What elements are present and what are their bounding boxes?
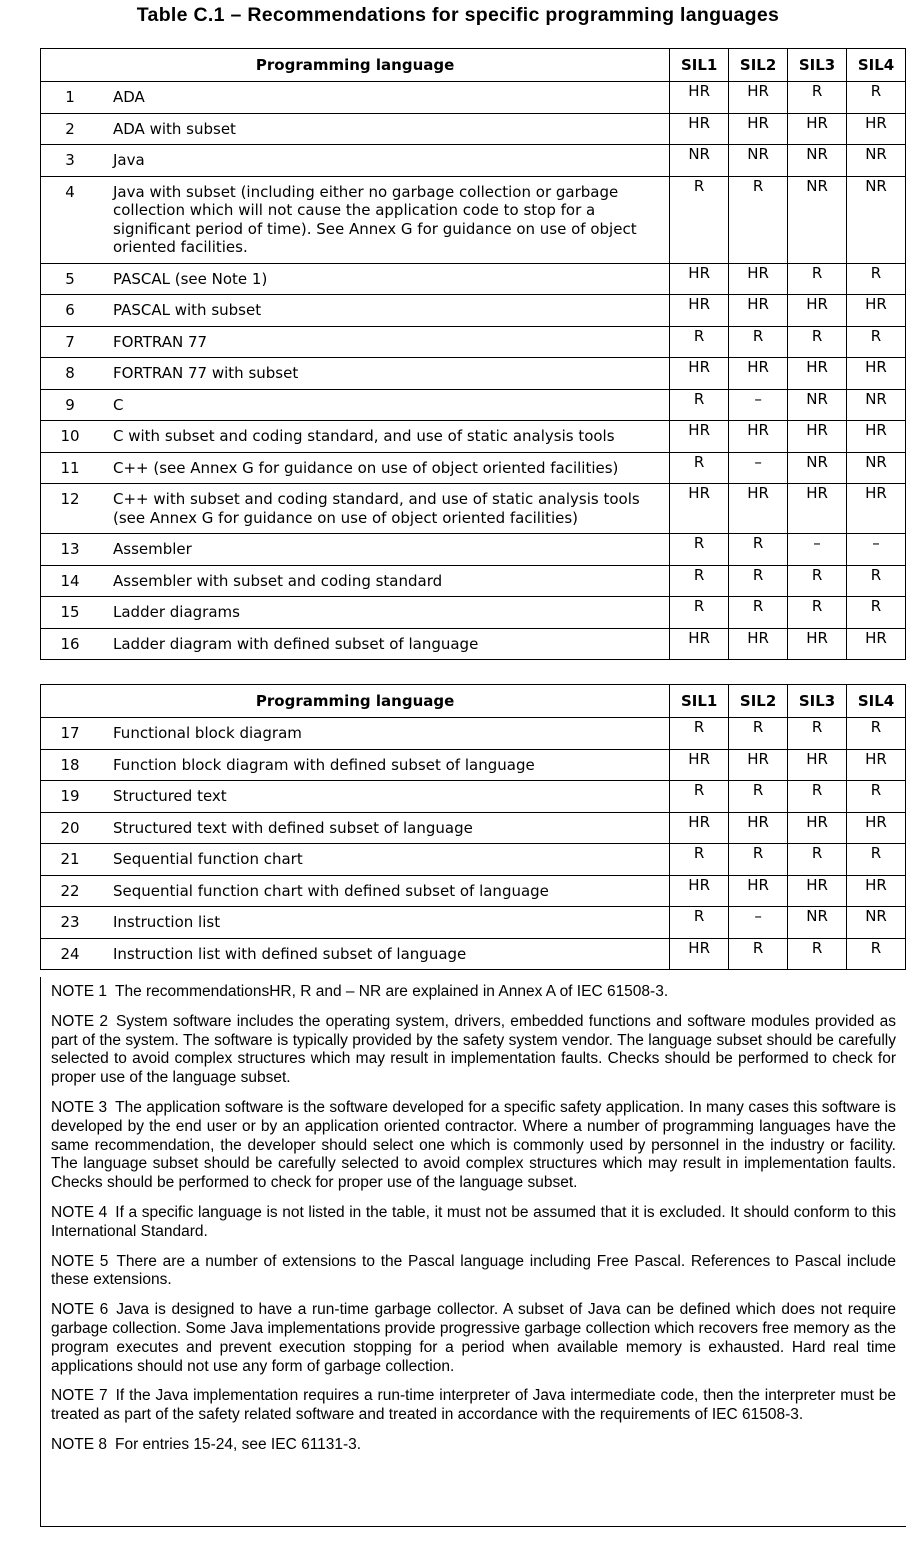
language-name: Functional block diagram — [113, 724, 302, 742]
language-cell — [41, 176, 670, 263]
sil2-rating: HR — [729, 484, 788, 534]
sil1-rating: R — [670, 907, 729, 939]
row-number: 24 — [60, 944, 80, 963]
table-row — [41, 295, 906, 327]
table-row — [41, 812, 906, 844]
row-number: 11 — [60, 458, 80, 477]
language-name: Ladder diagram with defined subset of language — [113, 634, 479, 653]
sil2-rating: HR — [729, 749, 788, 781]
sil2-rating: – — [729, 389, 788, 421]
sil3-rating: HR — [788, 749, 847, 781]
table-row — [41, 875, 906, 907]
sil4-rating: R — [847, 844, 906, 876]
sil1-rating: HR — [670, 421, 729, 453]
sil4-rating: HR — [847, 113, 906, 145]
language-cell — [41, 875, 670, 907]
sil1-rating: R — [670, 176, 729, 263]
table-row — [41, 452, 906, 484]
sil3-rating: HR — [788, 812, 847, 844]
row-number: 16 — [60, 634, 80, 653]
sil3-rating: HR — [788, 113, 847, 145]
language-name: FORTRAN 77 with subset — [113, 364, 299, 382]
language-cell — [41, 565, 670, 597]
sil4-rating: R — [847, 597, 906, 629]
table-row — [41, 421, 906, 453]
sil2-rating: HR — [729, 421, 788, 453]
sil1-rating: R — [670, 452, 729, 484]
header-programming-language: Programming language — [41, 49, 670, 82]
sil2-rating: HR — [729, 358, 788, 390]
sil2-rating: R — [729, 176, 788, 263]
language-name: Assembler with subset and coding standard — [113, 571, 443, 590]
sil1-rating: R — [670, 781, 729, 813]
table-row — [41, 534, 906, 566]
note-paragraph — [51, 1013, 896, 1088]
sil4-rating: NR — [847, 452, 906, 484]
note-paragraph — [51, 1253, 896, 1291]
table-row — [41, 907, 906, 939]
sil4-rating: R — [847, 82, 906, 114]
sil1-rating: HR — [670, 484, 729, 534]
language-cell — [41, 781, 670, 813]
header-sil4: SIL4 — [847, 685, 906, 718]
language-cell — [41, 358, 670, 390]
sil3-rating: HR — [788, 628, 847, 660]
sil2-rating: R — [729, 565, 788, 597]
sil1-rating: HR — [670, 628, 729, 660]
sil3-rating: – — [788, 534, 847, 566]
sil4-rating: NR — [847, 176, 906, 263]
sil3-rating: HR — [788, 484, 847, 534]
sil2-rating: – — [729, 452, 788, 484]
language-name: Instruction list with defined subset of language — [113, 944, 467, 963]
language-cell — [41, 389, 670, 421]
row-number: 6 — [65, 301, 75, 319]
row-number: 8 — [65, 364, 75, 382]
language-name: FORTRAN 77 — [113, 332, 208, 351]
table-row — [41, 565, 906, 597]
sil1-rating: R — [670, 565, 729, 597]
sil1-rating: HR — [670, 875, 729, 907]
sil1-rating: HR — [670, 82, 729, 114]
row-number: 10 — [60, 427, 80, 445]
language-cell — [41, 718, 670, 750]
note-text: If a specific language is not listed in the table, it must not be assumed that it is excluded. It should conform to this International Standard. — [51, 1203, 897, 1240]
note-label: NOTE 2 — [51, 1012, 108, 1030]
note-label: NOTE 5 — [51, 1252, 109, 1270]
sil4-rating: R — [847, 781, 906, 813]
sil4-rating: HR — [847, 812, 906, 844]
table-header-row — [41, 685, 906, 718]
header-sil1: SIL1 — [670, 685, 729, 718]
sil1-rating: HR — [670, 749, 729, 781]
recommendations-table-part-1 — [40, 48, 906, 660]
sil3-rating: R — [788, 263, 847, 295]
language-name: C++ (see Annex G for guidance on use of object oriented facilities) — [113, 458, 619, 477]
sil1-rating: R — [670, 326, 729, 358]
table-row — [41, 484, 906, 534]
table-row — [41, 844, 906, 876]
note-text: The application software is the software developed for a specific safety application. In many cases this software is developed by the end user or by an application oriented contractor. Where a number of programming languages have the same recommendation, the developer should select one which is commonly used by personnel in the industry or facility. The language subset should be carefully selected to avoid complex structures which may result in implementation faults. Checks should be performed to check for proper use of the language subset. — [51, 1098, 896, 1192]
table-row — [41, 389, 906, 421]
sil4-rating: NR — [847, 907, 906, 939]
sil1-rating: HR — [670, 812, 729, 844]
sil3-rating: R — [788, 781, 847, 813]
sil3-rating: HR — [788, 875, 847, 907]
sil4-rating: – — [847, 534, 906, 566]
note-paragraph — [51, 1301, 896, 1376]
header-sil1: SIL1 — [670, 49, 729, 82]
table-row — [41, 749, 906, 781]
language-cell — [41, 812, 670, 844]
note-label: NOTE 8 — [51, 1435, 107, 1453]
note-text: System software includes the operating system, drivers, embedded functions and software modules provided as part of the system. The software is typically provided by the safety system vendor. The language subset should be carefully selected to avoid complex structures which may result in implementation faults. Checks should be performed to check for proper use of the language subset. — [51, 1012, 896, 1087]
language-cell — [41, 938, 670, 970]
language-cell — [41, 844, 670, 876]
table-row — [41, 326, 906, 358]
sil1-rating: HR — [670, 358, 729, 390]
language-cell — [41, 597, 670, 629]
sil3-rating: R — [788, 718, 847, 750]
note-paragraph — [51, 1099, 896, 1193]
row-number: 14 — [60, 571, 80, 590]
sil2-rating: R — [729, 718, 788, 750]
language-name: C++ with subset and coding standard, and use of static analysis tools (see Annex G for guidance on use of object oriented facilities) — [113, 490, 640, 527]
note-paragraph — [51, 1387, 896, 1425]
sil3-rating: NR — [788, 452, 847, 484]
sil3-rating: NR — [788, 145, 847, 177]
row-number: 21 — [60, 850, 80, 868]
header-sil4: SIL4 — [847, 49, 906, 82]
sil2-rating: HR — [729, 295, 788, 327]
note-text: The recommendationsHR, R and – NR are explained in Annex A of IEC 61508-3. — [114, 983, 669, 1000]
sil2-rating: HR — [729, 82, 788, 114]
language-cell — [41, 82, 670, 114]
language-cell — [41, 628, 670, 660]
language-cell — [41, 907, 670, 939]
language-cell — [41, 263, 670, 295]
header-sil3: SIL3 — [788, 49, 847, 82]
header-programming-language: Programming language — [41, 685, 670, 718]
sil3-rating: NR — [788, 907, 847, 939]
row-number: 3 — [65, 151, 75, 169]
sil2-rating: HR — [729, 875, 788, 907]
row-number: 4 — [65, 182, 75, 201]
row-number: 23 — [60, 913, 80, 931]
sil3-rating: HR — [788, 295, 847, 327]
table-row — [41, 781, 906, 813]
language-name: Java with subset (including either no garbage collection or garbage collection which will not cause the application code to stop for a significant period of time). See Annex G for guidance on use of object oriented facilities. — [113, 182, 637, 256]
language-cell — [41, 484, 670, 534]
recommendations-table-part-2 — [40, 684, 906, 970]
sil4-rating: HR — [847, 628, 906, 660]
sil3-rating: R — [788, 82, 847, 114]
sil2-rating: – — [729, 907, 788, 939]
sil3-rating: R — [788, 597, 847, 629]
language-name: Ladder diagrams — [113, 603, 240, 621]
language-name: Sequential function chart — [113, 850, 303, 868]
sil3-rating: R — [788, 844, 847, 876]
sil2-rating: R — [729, 326, 788, 358]
sil3-rating: NR — [788, 389, 847, 421]
language-name: Java — [113, 151, 145, 169]
row-number: 17 — [60, 724, 80, 742]
sil4-rating: HR — [847, 358, 906, 390]
sil1-rating: NR — [670, 145, 729, 177]
row-number: 22 — [60, 881, 80, 900]
sil4-rating: NR — [847, 389, 906, 421]
sil2-rating: R — [729, 938, 788, 970]
sil4-rating: HR — [847, 295, 906, 327]
note-paragraph — [51, 1204, 896, 1242]
note-label: NOTE 7 — [51, 1387, 108, 1405]
language-name: ADA with subset — [113, 119, 236, 138]
sil1-rating: HR — [670, 113, 729, 145]
table-row — [41, 263, 906, 295]
row-number: 1 — [65, 88, 75, 106]
language-cell — [41, 295, 670, 327]
sil2-rating: HR — [729, 812, 788, 844]
sil4-rating: R — [847, 718, 906, 750]
table-row — [41, 113, 906, 145]
language-name: Instruction list — [113, 913, 221, 931]
language-name: C — [113, 395, 124, 414]
note-paragraph — [51, 983, 896, 1002]
row-number: 7 — [65, 332, 75, 351]
sil1-rating: R — [670, 534, 729, 566]
language-name: Sequential function chart with defined subset of language — [113, 881, 549, 900]
header-sil2: SIL2 — [729, 685, 788, 718]
row-number: 13 — [60, 540, 80, 558]
sil4-rating: R — [847, 938, 906, 970]
sil2-rating: R — [729, 781, 788, 813]
language-name: Structured text with defined subset of language — [113, 818, 473, 837]
row-number: 20 — [60, 818, 80, 837]
sil1-rating: R — [670, 389, 729, 421]
note-label: NOTE 3 — [51, 1098, 108, 1116]
sil3-rating: HR — [788, 358, 847, 390]
language-name: PASCAL (see Note 1) — [113, 269, 268, 288]
sil4-rating: HR — [847, 875, 906, 907]
sil2-rating: HR — [729, 113, 788, 145]
table-row — [41, 145, 906, 177]
sil4-rating: R — [847, 263, 906, 295]
sil1-rating: R — [670, 844, 729, 876]
sil3-rating: R — [788, 565, 847, 597]
language-cell — [41, 421, 670, 453]
sil4-rating: R — [847, 326, 906, 358]
sil1-rating: R — [670, 718, 729, 750]
sil2-rating: R — [729, 844, 788, 876]
note-text: Java is designed to have a run-time garbage collector. A subset of Java can be defined which does not require garbage collection. Some Java implementations provide progressive garbage collection which recovers free memory as the program executes and prevent execution stopping for a period when available memory is exhausted. Hard real time applications should not use any form of garbage collection. — [51, 1301, 896, 1375]
row-number: 19 — [60, 787, 80, 805]
sil3-rating: R — [788, 938, 847, 970]
table-row — [41, 358, 906, 390]
sil4-rating: HR — [847, 484, 906, 534]
table-row — [41, 597, 906, 629]
table-row — [41, 938, 906, 970]
table-row — [41, 628, 906, 660]
sil4-rating: NR — [847, 145, 906, 177]
sil4-rating: HR — [847, 421, 906, 453]
language-cell — [41, 534, 670, 566]
sil1-rating: HR — [670, 295, 729, 327]
table-row — [41, 718, 906, 750]
language-name: Structured text — [113, 787, 227, 805]
note-label: NOTE 4 — [51, 1203, 108, 1221]
sil2-rating: R — [729, 534, 788, 566]
row-number: 2 — [65, 119, 75, 138]
note-label: NOTE 1 — [51, 983, 107, 1000]
sil2-rating: HR — [729, 628, 788, 660]
table-row — [41, 176, 906, 263]
header-sil2: SIL2 — [729, 49, 788, 82]
language-cell — [41, 452, 670, 484]
table-title: Table C.1 – Recommendations for specific programming languages — [136, 4, 780, 26]
language-name: Function block diagram with defined subset of language — [113, 755, 535, 774]
sil1-rating: HR — [670, 263, 729, 295]
note-text: For entries 15-24, see IEC 61131-3. — [114, 1435, 362, 1453]
note-label: NOTE 6 — [51, 1301, 109, 1319]
language-cell — [41, 749, 670, 781]
sil3-rating: NR — [788, 176, 847, 263]
sil3-rating: HR — [788, 421, 847, 453]
language-cell — [41, 145, 670, 177]
note-text: There are a number of extensions to the Pascal language including Free Pascal. References to Pascal include these extensions. — [51, 1252, 897, 1289]
language-cell — [41, 326, 670, 358]
header-sil3: SIL3 — [788, 685, 847, 718]
sil2-rating: R — [729, 597, 788, 629]
language-cell — [41, 113, 670, 145]
row-number: 15 — [60, 603, 80, 621]
sil3-rating: R — [788, 326, 847, 358]
sil4-rating: HR — [847, 749, 906, 781]
row-number: 9 — [65, 395, 75, 414]
sil1-rating: HR — [670, 938, 729, 970]
note-paragraph — [51, 1436, 896, 1455]
sil4-rating: R — [847, 565, 906, 597]
language-name: ADA — [113, 88, 145, 106]
sil2-rating: NR — [729, 145, 788, 177]
row-number: 18 — [60, 755, 80, 774]
table-header-row — [41, 49, 906, 82]
table-row — [41, 82, 906, 114]
language-name: C with subset and coding standard, and use of static analysis tools — [113, 427, 615, 445]
note-text: If the Java implementation requires a run-time interpreter of Java intermediate code, then the interpreter must be treated as part of the safety related software and treated in accordance with the requirements of IEC 61508-3. — [51, 1387, 897, 1424]
sil2-rating: HR — [729, 263, 788, 295]
sil1-rating: R — [670, 597, 729, 629]
row-number: 12 — [60, 490, 80, 508]
language-name: Assembler — [113, 540, 192, 558]
table-notes — [40, 977, 906, 1527]
row-number: 5 — [65, 269, 75, 288]
language-name: PASCAL with subset — [113, 301, 262, 319]
